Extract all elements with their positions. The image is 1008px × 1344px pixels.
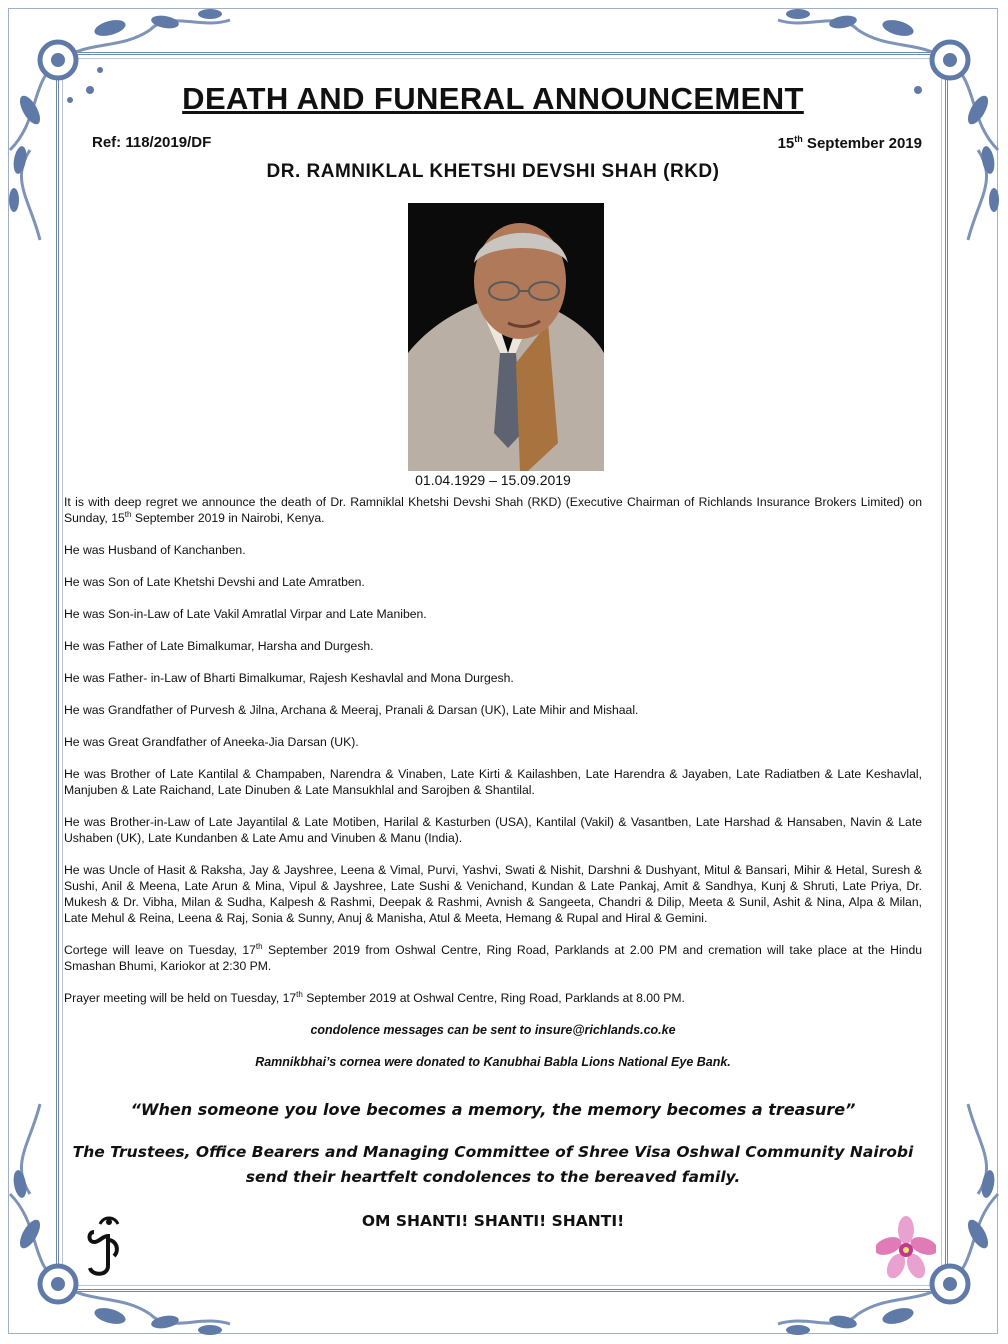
date-rest: September 2019 (802, 135, 922, 152)
intro-sup: th (124, 509, 132, 519)
great-grandfather-paragraph: He was Great Grandfather of Aneeka-Jia Darsan (UK). (64, 735, 359, 749)
intro-text-b: September 2019 in Nairobi, Kenya. (131, 511, 325, 525)
intro-text-a: It is with deep regret we announce the death of Dr. Ramniklal Khetshi Devshi Shah (RKD) (Executive Chairman of Richlands Insurance Brokers Limited) on Sunday, 15 (64, 495, 922, 525)
life-dates: 01.04.1929 – 15.09.2019 (415, 472, 571, 488)
prayer-text-a: Prayer meeting will be held on Tuesday, 17 (64, 991, 297, 1005)
intro-paragraph (64, 494, 922, 526)
memorial-quote: “When someone you love becomes a memory, the memory becomes a treasure” (130, 1100, 856, 1119)
orchid-flower-icon (876, 1216, 936, 1282)
announcement-date (778, 134, 922, 152)
deceased-name: DR. RAMNIKLAL KHETSHI DEVSHI SHAH (RKD) (266, 161, 720, 182)
brother-paragraph: He was Brother of Late Kantilal & Champaben, Narendra & Vinaben, Late Kirti & Kailashben, Late Harendra & Jayaben, Late Radiatben & Late Keshavlal, Manjuben & Late Raichand, Late Dinuben & Late Mansukhlal and Sarojben & Shantilal. (64, 767, 922, 797)
cortege-paragraph (64, 942, 922, 974)
grandfather-paragraph: He was Grandfather of Purvesh & Jilna, Archana & Meeraj, Pranali & Darsan (UK), Late Mihir and Mishaal. (64, 703, 639, 717)
date-day: 15 (777, 135, 795, 152)
reference-row (64, 130, 922, 156)
father-paragraph: He was Father of Late Bimalkumar, Harsha and Durgesh. (64, 639, 374, 653)
cortege-text-b: September 2019 from Oshwal Centre, Ring Road, Parklands at 2.00 PM and cremation will take place at the Hindu Smashan Bhumi, Kariokor at 2:30 PM. (64, 943, 923, 973)
father-in-law-paragraph: He was Father- in-Law of Bharti Bimalkumar, Rajesh Keshavlal and Mona Durgesh. (64, 671, 514, 685)
brother-in-law-paragraph: He was Brother-in-Law of Late Jayantilal & Late Motiben, Harilal & Kasturben (USA), Kantilal (Vakil) & Vasantben, Late Harshad & Hansaben, Navin & Late Ushaben (UK), Late Kundanben & Late Amu and Vinuben & Manu (India). (64, 815, 922, 845)
om-shanti: OM SHANTI! SHANTI! SHANTI! (361, 1212, 625, 1230)
prayer-sup: th (296, 989, 303, 999)
date-suffix: th (794, 134, 803, 144)
son-in-law-paragraph: He was Son-in-Law of Late Vakil Amratlal Virpar and Late Maniben. (64, 607, 427, 621)
son-paragraph: He was Son of Late Khetshi Devshi and Late Amratben. (64, 575, 365, 589)
cornea-note: Ramnikbhai’s cornea were donated to Kanubhai Babla Lions National Eye Bank. (255, 1055, 731, 1069)
cortege-text-a: Cortege will leave on Tuesday, 17 (64, 943, 256, 957)
trustees-line-1: The Trustees, Office Bearers and Managing Committee of Shree Visa Oshwal Community Nairobi (72, 1143, 914, 1161)
reference-number: Ref: 118/2019/DF (92, 134, 212, 151)
trustees-line-2: send their heartfelt condolences to the bereaved family. (245, 1168, 741, 1186)
prayer-paragraph (64, 990, 922, 1006)
announcement-body (64, 494, 922, 1086)
cortege-sup: th (255, 941, 263, 951)
announcement-content (64, 78, 923, 1230)
page-title: DEATH AND FUNERAL ANNOUNCEMENT (182, 81, 804, 116)
husband-paragraph: He was Husband of Kanchanben. (64, 543, 246, 557)
portrait-photo (408, 203, 604, 471)
jain-symbol-icon (80, 1210, 130, 1282)
prayer-text-b: September 2019 at Oshwal Centre, Ring Road, Parklands at 8.00 PM. (302, 991, 685, 1005)
condolence-note: condolence messages can be sent to insure@richlands.co.ke (310, 1023, 676, 1037)
uncle-paragraph: He was Uncle of Hasit & Raksha, Jay & Jayshree, Leena & Vimal, Purvi, Yashvi, Swati & Nishit, Darshni & Dushyant, Mitul & Bansari, Mihir & Hetal, Suresh & Sushi, Anil & Meena, Late Arun & Mina, Vipul & Jayshree, Late Sushi & Venichand, Kundan & Late Pankaj, Amit & Sandhya, Kunj & Shruti, Late Priya, Dr. Mukesh & Dr. Vibha, Milan & Sudha, Kalpesh & Rashmi, Deepak & Rashmi, Avnish & Sangeeta, Chandri & Dilip, Meeta & Sunil, Ashit & Nina, Alpa & Milan, Late Mehul & Reina, Leena & Raj, Sonia & Sunny, Anuj & Manisha, Atul & Meeta, Hemang & Rupal and Hiral & Gemini. (64, 863, 922, 925)
trustees-message (64, 1140, 922, 1190)
